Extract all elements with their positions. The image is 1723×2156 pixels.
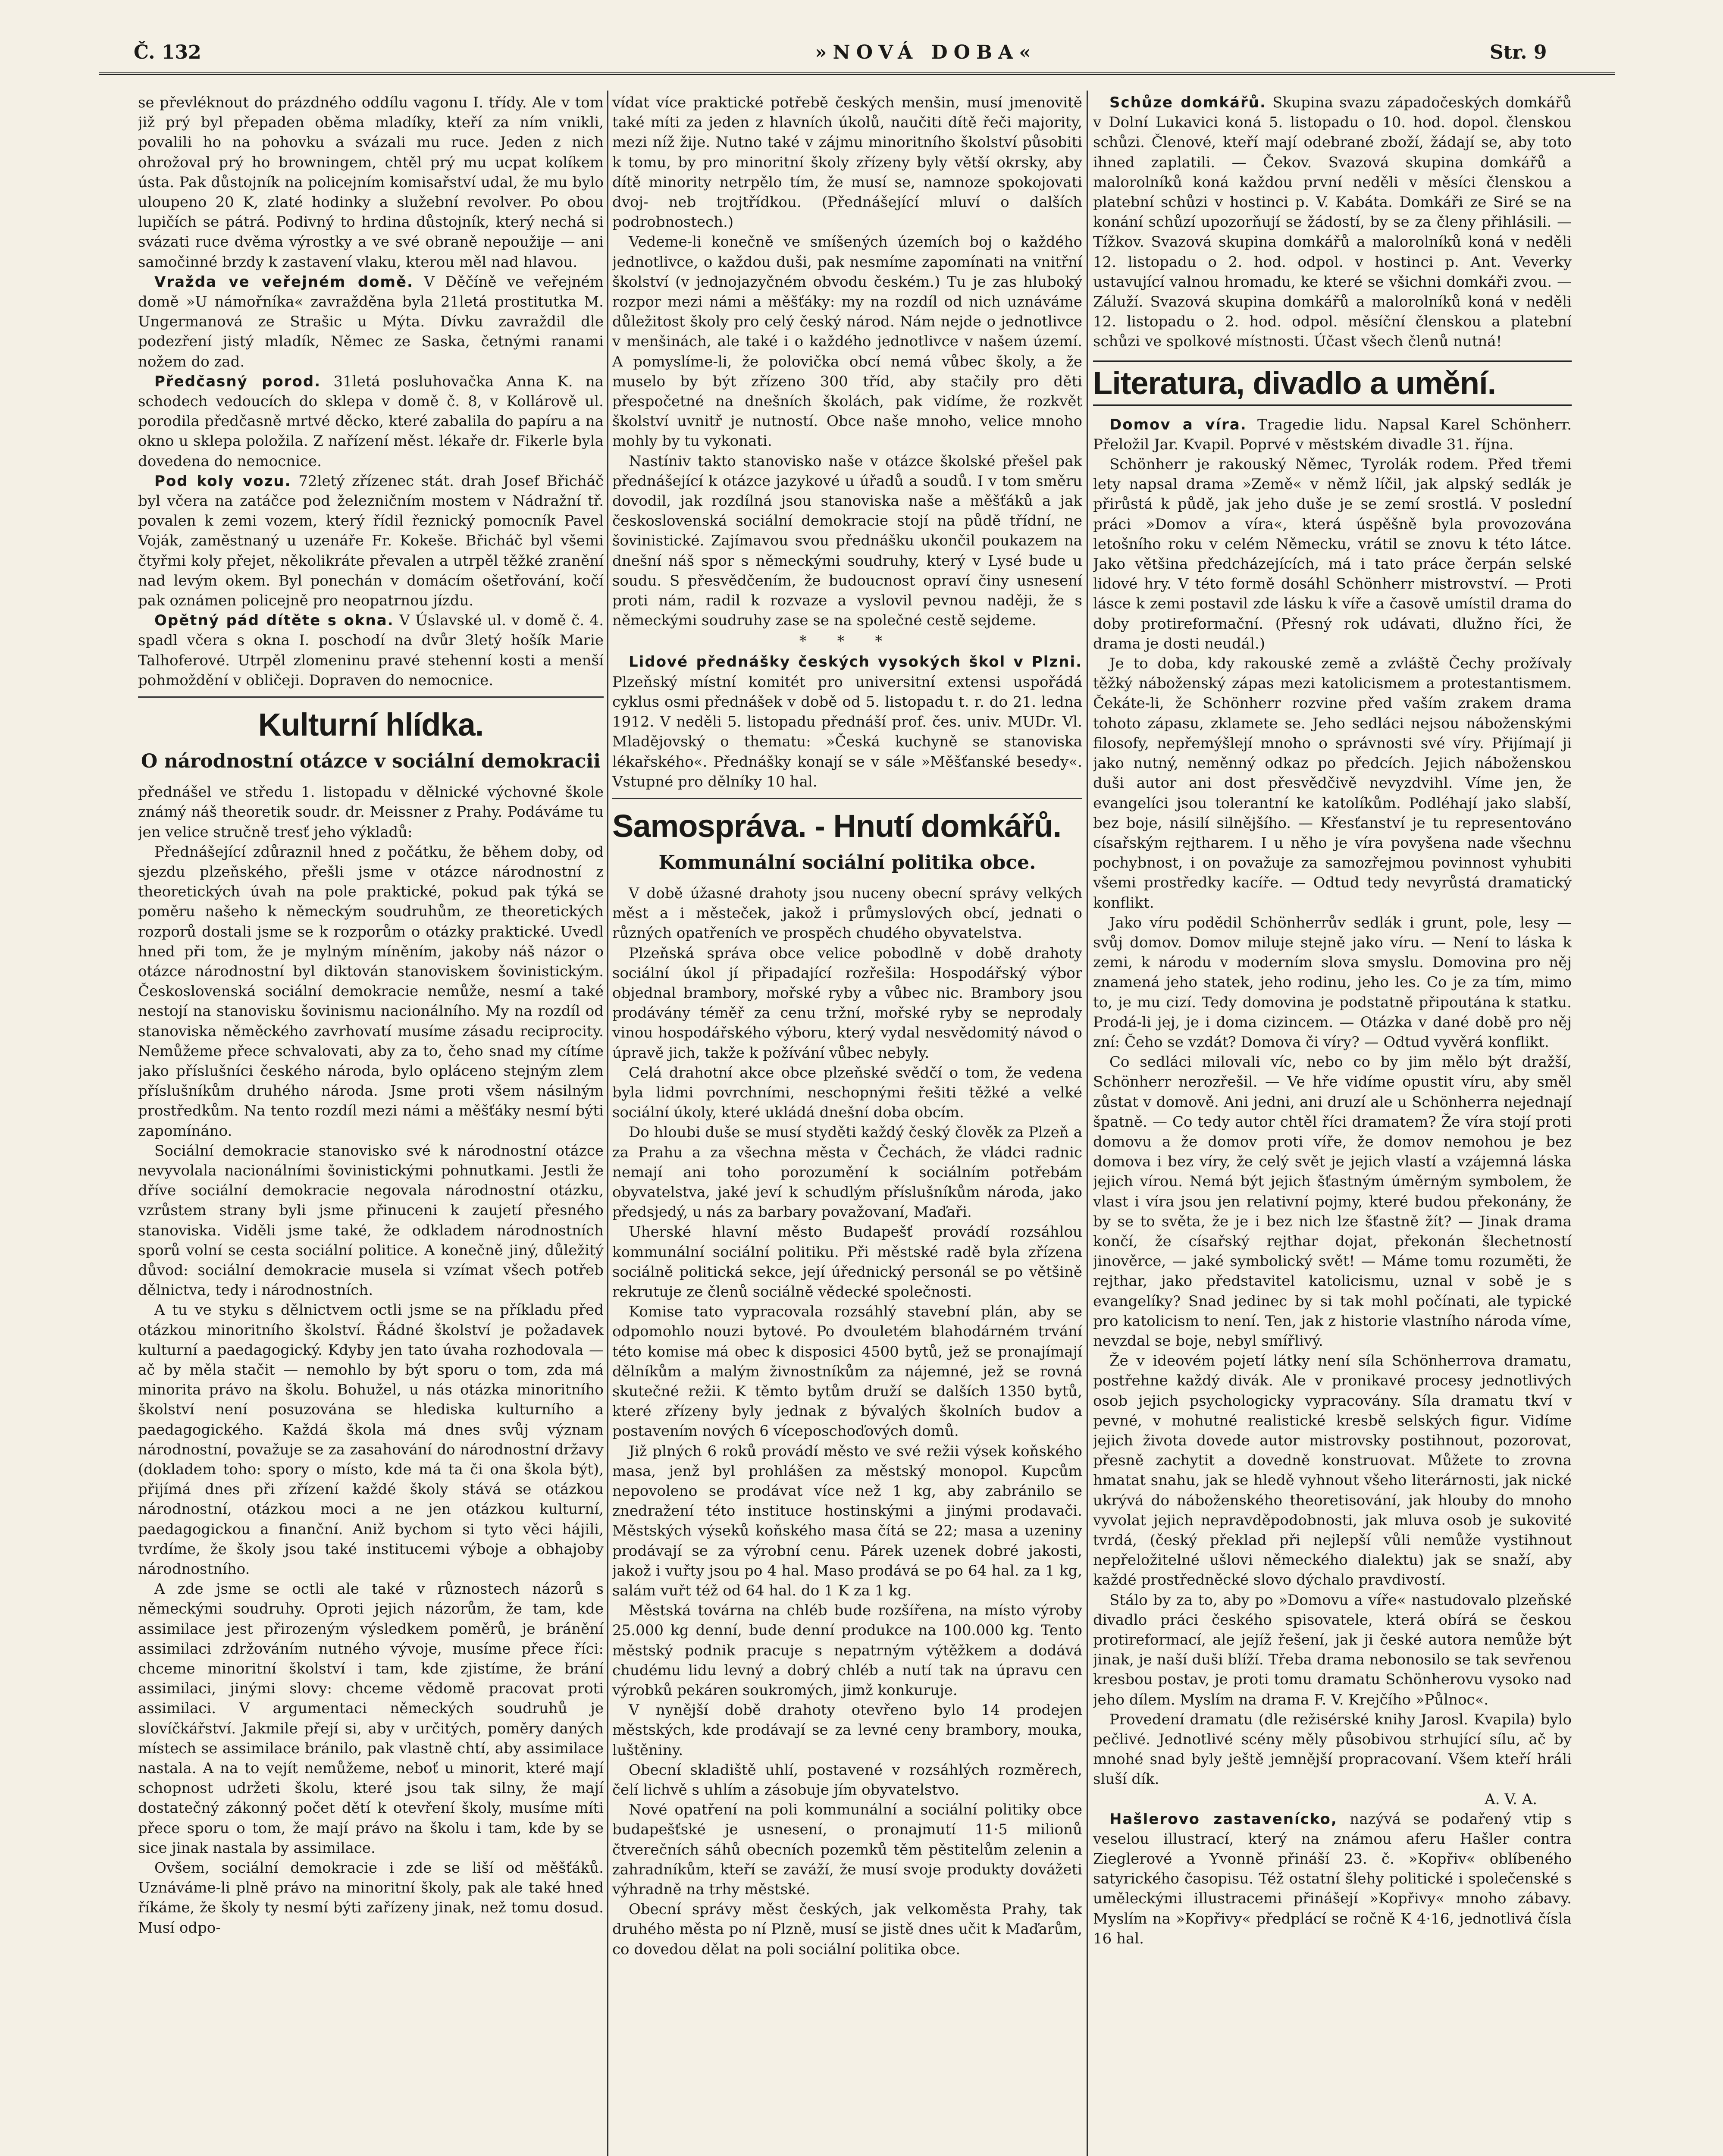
news-item [138,471,604,611]
article-paragraph: Je to doba, kdy rakouské země a zvláště Čechy prožívaly těžký náboženský zápas mezi katolicismem a protestantismem. Čekáte-li, že Schönherr rozvine před vaším zrakem drama tohoto zápasu, zklamete se. Jeho sedláci nejsou náboženskými filosofy, nepřemýšlejí mnoho o správnosti své víry. Přijímají ji jako nutný, neměnný odkaz po předcích. Jejich náboženskou duši autor ani dost přesvědčivě nevyzdvihl. Víme jen, že evangelíci jsou tolerantní ke katolíkům. Podléhají jako slabší, bez boje, násilí silnějšího. — Křesťanství je tu representováno císařským rejtharem. I u něho je víra povyšena nade všechnu pochybnost, i on považuje za samozřejmou povinnost vyhubiti všemi prostředky kacíře. — Odtud tedy nevyrůstá dramatický konflikt. [1093,655,1572,912]
article-paragraph: Provedení dramatu (dle režisérské knihy Jarosl. Kvapila) bylo pečlivé. Jednotlivé scény měly působivou strhující sílu, ač by mnohé snad byly ještě jemnější propracovaní. Všem kteří hráli sluší dík. [1093,1711,1572,1788]
column-2 [612,93,1082,2156]
article-paragraph: Do hloubi duše se musí styděti každý český člověk za Plzeň a za Prahu a za všechna města v Čechách, že vládci radnic nemají ani toho porozumění k sociálním potřebám obyvatelstva, jaké jeví k schudlým příslušníkům národa, jako předsjedý, u nás za barbary považovaní, Maďaři. [612,1124,1082,1221]
run-in-heading: Vražda ve veřejném domě. [154,273,414,291]
news-text: Tragedie lidu. Napsal Karel Schönherr. Přeložil Jar. Kvapil. Poprvé v městském divadle 31. října. [1093,416,1572,453]
section-rule [138,696,604,698]
article-paragraph: Plzeňská správa obce velice pobodlně v době drahoty sociální úkol jí připadající rozřešila: Hospodářský výbor objednal brambory, mořské ryby a vůbec nic. Brambory jsou prodávány téměř za cenu tržní, mořské ryby se neprodaly vinou hospodářského výboru, který vydal nesvědomitý návod o úpravě jich, takže k požívání vůbec nebyly. [612,944,1082,1062]
article-paragraph: Přednášející zdůraznil hned z počátku, že během doby, od sjezdu plzeňského, přešli jsme v otázce národnostní z theoretických úvah na pole praktické, pokud pak týká se poměru našeho k německým soudruhům, ze theoretických rozporů dostali jsme se k rozporům o otázky praktické. Uvedl hned při tom, že je mylným míněním, jakoby náš názor o otázce národnostní byl diktován stanoviskem šovinistickým. Československá sociální demokracie nemůže, nesmí a také nestojí na stanovisku šovinismu nacionálního. My na rozdíl od stanoviska něměckého zavrhovatí musíme zásadu reciprocity. Nemůžeme přece schvalovati, aby za to, čeho snad my cítíme jako příslušníci českého národa, bylo opláceno stejným zlem příslušníkům druhého národa. Jsme proti všem násilným prostředkům. Na tento rozdíl mezi námi a měšťáky nesmí býti zapomínáno. [138,843,604,1140]
news-text: 72letý zřízenec stát. drah Josef Břicháč byl včera na zatáčce pod železničním mostem v Nádražní tř. povalen k zemi vozem, který řídil řeznický pomocník Pavel Voják, zaměstnaný u uzenáře Fr. Kokeše. Břicháč byl všemi čtyřmi koly přejet, několikráte převalen a utrpěl těžké zranění nad levým okem. Byl ponechán v domácím ošetřování, kočí pak oznámen policejně pro neopatrnou jízdu. [138,472,604,610]
section-heading: Samospráva. - Hnutí domkářů. [612,808,1062,844]
article-paragraph: Ovšem, sociální demokracie i zde se liší od měšťáků. Uznáváme-li plně právo na minoritní školy, pak ale také hned říkáme, že školy ty nesmí býti zařízeny jinak, než tomu dosud. Musí odpo- [138,1859,604,1937]
article-paragraph: A tu ve styku s dělnictvem octli jsme se na příkladu před otázkou minoritního školství. Řádné školství je požadavek kulturní a paedagogický. Kdyby jen tato úvaha rozhodovala — ač by měla stačit — nemohlo by být sporu o tom, zda má minorita právo na školu. Bohužel, u nás otázka minoritního školství není posuzována se hlediska kulturního a paedagogického. Každá škola má dnes svůj význam národnostní, považuje se za zasahování do národnostní državy (dokladem toho: spory o místo, kde má ta či ona škola být), přijímá dnes při zřízení každé školy stává se otázkou národnostní, otázkou moci a ne jen otázkou kulturní, paedagogickou a finanční. Aniž bychom si tyto věci hájili, tvrdíme, že školy jsou také institucemi výboje a obhajoby národnostního. [138,1301,604,1578]
news-text: 31letá posluhovačka Anna K. na schodech vedoucích do sklepa v domě č. 8, v Kollárově ul. porodila předčasně mrtvé děcko, které zabalila do papíru a na okno u sklepa položila. Z nařízení měst. lékaře dr. Fikerle byla dovedena do nemocnice. [138,373,604,470]
column-divider [1087,91,1088,2156]
article-paragraph: Nastíniv takto stanovisko naše v otázce školské přešel pak přednášející k otázce jazykové u úřadů a soudů. I v tom směru dovodil, jak rozdílná jsou stanoviska naše a měšťáků a jak československá sociální demokracie stojí na půdě třídní, ne šovinistické. Zajímavou svou přednášku ukončil poukazem na dnešní náš spor s německými soudruhy, který v Lysé bude u soudu. S přesvědčením, že budoucnost opraví činy usnesení proti nám, radil k rozvaze a vyslovil pevnou naději, že s německými soudruhy zase se na společné cestě sejdeme. [612,452,1082,630]
run-in-heading: Schůze domkářů. [1109,94,1266,111]
article-paragraph: Obecní správy měst českých, jak velkoměsta Prahy, tak druhého města po ní Plzně, musí se jistě dnes učit k Maďarům, co dovedou dělat na poli sociální politika obce. [612,1901,1082,1958]
column-divider [607,91,608,2156]
article-paragraph: Komise tato vypracovala rozsáhlý stavební plán, aby se odpomohlo nouzi bytové. Po dvouletém blahodárném trvání této komise má obec k disposici 4500 bytů, jež se pronajímají dělníkům a malým živnostníkům za nájemné, jež se rovná skutečné režii. K těmto bytům druží se dalších 1350 bytů, které zřízeny byly jednak z bývalých školních budov a postavením nových 6 víceposchoďových domů. [612,1303,1082,1440]
section-rule [612,798,1082,799]
news-item [1093,415,1572,454]
run-in-heading: Předčasný porod. [154,373,321,390]
run-in-heading: Lidové přednášky českých vysokých škol v Plzni. [629,653,1082,671]
article-paragraph: V době úžasné drahoty jsou nuceny obecní správy velkých měst a i městeček, jakož i průmyslových obcí, jednati o různých opatřeních ve prospěch chudého obyvatelstva. [612,884,1082,942]
run-in-heading: Domov a víra. [1109,416,1247,433]
run-in-heading: Pod koly vozu. [154,472,291,490]
column-3 [1093,93,1572,2156]
section-heading: Literatura, divadlo a umění. [1093,365,1496,401]
article-paragraph: přednášel ve středu 1. listopadu v dělnické výchovné škole známý náš theoretik soudr. dr. Meissner z Prahy. Podáváme tu jen velice stručně tresť jeho výkladů: [138,783,604,841]
section-heading-box [1093,360,1572,406]
news-item [1093,93,1572,352]
article-paragraph: A zde jsme se octli ale také v různostech názorů s německými soudruhy. Oproti jejich názorům, že tam, kde assimilace jest přirozeným výsledkem poměrů, je bránění assimilaci zdržováním nutného vývoje, musíme přece říci: chceme minoritní školství i tam, kde zjistíme, že brání assimilaci, jinými slovy: chceme vědomě pracovat proti assimilaci. V argumentaci německých soudruhů je slovíčkářství. Jakmile přejí si, aby v určitých, poměry daných místech se assimilace bránilo, pak vlastně chtí, aby assimilace nastala. A na to vejít nemůžeme, neboť u minorit, které mají schopnost udržeti školu, které jsou tak silny, že mají dostatečný zákonný počet dětí k otevření školy, musíme míti přece sporu o tom, že mají právo na školu i tam, kde by se sice jinak nastala by assimilace. [138,1580,604,1857]
separator-stars: * * * [799,633,896,650]
page-header [26,41,1697,76]
section-heading: Kulturní hlídka. [258,707,484,743]
column-1 [138,93,604,2156]
news-text: Skupina svazu západočeských domkářů v Dolní Lukavici koná 5. listopadu o 10. hod. dopol. členskou schůzi. Členové, kteří mají odebrané zboží, žádají se, aby toto ihned zaplatili. — Čekov. Svazová skupina domkářů a malorolníků koná každou první neděli v měsíci členskou a platební schůzi v hostinci p. V. Kabáta. Domkáři ze Siré se na konání schůzí upozorňují se žádostí, by se za členy přihlásili. — Tížkov. Svazová skupina domkářů a malorolníků koná v neděli 12. listopadu o 2. hod. odpol. v hostinci p. Ant. Veverky ustavující valnou hromadu, ke které se všichni domkáři zvou. — Záluží. Svazová skupina domkářů a malorolníků koná v neděli 12. listopadu o 2. hod. odpol. měsíční členskou a platební schůzi ve spolkové místnosti. Účast všech členů nutná! [1093,94,1572,351]
article-paragraph: Městská továrna na chléb bude rozšířena, na místo výroby 25.000 kg denní, bude denní produkce na 100.000 kg. Tento městský podnik pracuje s nepatrným výtěžkem a dodává chudému lidu levný a dobrý chléb a nutí tak na úpravu cen výrobků pekáren soukromých, jimž konkuruje. [612,1602,1082,1699]
article-paragraph: Že v ideovém pojetí látky není síla Schönherrova dramatu, postřehne každý divák. Ale v pronikavé procesy jednotlivých osob jejich psychologicky vypracovány. Síla dramatu tkví v pevné, v mohutné realistické kresbě selských figur. Vidíme jejich života dovede autor mistrovsky postihnout, pozorovat, přesně zachytit a dovedně konstruovat. Můžete to zrovna hmatat snahu, jak se hledě vyhnout všeho literárnosti, jak nické ukrývá do náboženského theoretisování, jak hlouby do mnoho vyvolat jejich nepravděpodobnosti, jak mluva osob je sukovité tvrdá, (český překlad při nejlepší vůli nemůže vystihnout nepřeložitelné ušlovi německého dialektu) jak se snaží, aby každé prostředněcké slovo dýchalo pravdivostí. [1093,1352,1572,1589]
header-rule [99,72,1615,75]
news-item [612,652,1082,791]
author-signature: A. V. A. [1485,1790,1537,1808]
article-paragraph: Co sedláci milovali víc, nebo co by jim mělo být dražší, Schönherr nerozřešil. — Ve hře vidíme opustit víru, aby směl zůstat v domově. Ani jedni, ani druzí ale u Schönherra nejednají špatně. — Co tedy autor chtěl říci dramatem? Že víra stojí proti domovu a že domov proti víře, že domov nemohou je bez domova i bez víry, že celý svět je jejich vlastí a vzájemná láska jejich vírou. Nemá být jejich šťastným úměrným symbolem, že vlast i víra jsou jen relativní pojmy, které budou překonány, že by se to světa, že je i bez nich lze šťastně žít? — Jinak drama končí, že císařský rejthar dojat, překonán šlechetností jinověrce, — jaké symbolický svět! — Máme tomu rozuměti, že rejthar, jako představitel katolicismu, uznal v sobě je s evangelíky? Snad jedinec by si tak mohl počínati, ale typické pro katolicism to není. Ten, jak z historie vlastního národa víme, nevzdal se boje, nebyl smířlivý. [1093,1053,1572,1350]
article-title: O národnostní otázce v sociální demokracii [141,750,601,773]
masthead-title: »NOVÁ DOBA« [815,41,1037,63]
article-paragraph: V nynější době drahoty otevřeno bylo 14 prodejen městských, kde prodávají se za levné ceny brambory, mouka, luštěniny. [612,1702,1082,1759]
article-paragraph: Vedeme-li konečně ve smíšených územích boj o každého jednotlivce, o každou duši, pak nesmíme zapomínati na vnitřní školství (v jednojazyčném obvodu českém.) Tu je zas hluboký rozpor mezi námi a měšťáky: my na rozdíl od nich uznáváme důležitost školy pro celý český národ. Nám nejde o jednotlivce v menšinách, ale také i o každého jednotlivce v našem území. A pomyslíme-li, že polovička obcí nemá vůbec školy, a že muselo by být zřízeno 300 tříd, aby stačily pro děti přespočetné na dnešních školách, pak vidíme, že rozkvět školství uvnitř je nutností. Obce naše mnoho, velice mnoho mohly by tu vykonati. [612,233,1082,450]
page-number: Str. 9 [1490,41,1547,63]
article-paragraph: Nové opatření na poli kommunální a sociální politiky obce budapešťské je usnesení, o pronajmutí 11·5 milionů čtverečních sáhů obecních pozemků těm pěstitelům zelenin a zahradníkům, kteří se zaváží, že musí svoje produkty dovážeti výhradně na trhy městské. [612,1801,1082,1899]
run-in-heading: Opětný pád dítěte s okna. [154,612,394,630]
news-text: nazývá se podařený vtip s veselou illustrací, který na známou aferu Hašler contra Zieglerové a Yvonně přináší 23. č. »Kopřiv« oblíbeného satyrického časopisu. Též ostatní šlehy politické i společenské s uměleckými illustracemi přinášejí »Kopřivy« mnoho zábavy. Myslím na »Kopřivy« předplácí se ročně K 4·16, jednotlivá čísla 16 hal. [1093,1810,1572,1947]
news-text: Plzeňský místní komitét pro universitní extensi uspořádá cyklus osmi přednášek v době od 5. listopadu t. r. do 21. ledna 1912. V neděli 5. listopadu přednáší prof. čes. univ. MUDr. Vl. Mladějovský o thematu: »Česká kuchyně se stanoviska lékařského«. Přednášky konají se v sále »Měšťanské besedy«. Vstupné pro dělníky 10 hal. [612,673,1082,790]
article-paragraph: Schönherr je rakouský Němec, Tyrolák rodem. Před třemi lety napsal drama »Země« v němž líčil, jak alpský sedlák je přirůstá k půdě, jak jeho duše je se zemí srostlá. V poslední práci »Domov a víra«, která úspěšně byla provozována letošního roku v celém Německu, vrátil se znovu k této látce. Jako většina předcházejících, má i tato práce čerpán selské lidové hry. V této formě dosáhl Schönherr mistrovství. — Proti lásce k zemi postavil zde lásku k víře a časově umístil drama do doby protireformační. (Přesný rok udávati, dlužno říci, že drama je dosti neudál.) [1093,456,1572,652]
news-item [138,272,604,372]
article-paragraph: Obecní skladiště uhlí, postavené v rozsáhlých rozměrech, čelí lichvě s uhlím a zásobuje jím obyvatelstvo. [612,1761,1082,1799]
article-paragraph: Jako víru podědil Schönherrův sedlák i grunt, pole, lesy — svůj domov. Domov miluje stejně jako víru. — Není to láska k zemi, k národu v moderním slova smyslu. Domovina pro něj znamená jeho statek, jeho rodinu, jeho les. Co je za tím, mimo to, je mu cizí. Tedy domovina je podstatně připoutána k statku. Prodá-li jej, je i doma cizincem. — Otázka v dané době pro něj zní: Čeho se vzdát? Domova či víry? — Odtud vyvěrá konflikt. [1093,914,1572,1051]
article-title: Kommunální sociální politika obce. [658,851,1036,874]
issue-number: Č. 132 [134,41,201,63]
article-paragraph: Uherské hlavní město Budapešť provádí rozsáhlou kommunální sociální politiku. Při městské radě byla zřízena sociálně politická sekce, její úřednický personál se po většině rekrutuje ze členů sociálně vědecké společnosti. [612,1223,1082,1300]
article-paragraph: Sociální demokracie stanovisko své k národnostní otázce nevyvolala nacionálními šovinistickými pohnutkami. Jestli že dříve sociální demokracie negovala národnostní otázku, vzrůstem strany byli jsme přinuceni k zaujetí přesného stanoviska. Viděli jsme také, že odkladem národnostních sporů volní se cesta sociální politice. A konečně jiný, důležitý důvod: sociální demokracie musela si vzímat všech potřeb dělnictva, tedy i národnostních. [138,1142,604,1299]
news-item [138,611,604,690]
article-paragraph: se převléknout do prázdného oddílu vagonu I. třídy. Ale v tom již prý byl přepaden oběma mladíky, kteří za ním vnikli, povalili ho na pohovku a svázali mu ruce. Jeden z nich ohrožoval prý ho browningem, chtěl prý mu ucpat kolíkem ústa. Pak důstojník na policejním komisařství udal, že mu bylo uloupeno 20 K, zlaté hodinky a služební revolver. Po obou lupičích se pátrá. Podivný to hrdina důstojník, který nechá si svázati ruce dvěma výrostky a ve své obraně nepoužije — ani samočinné brzdy k zastavení vlaku, kterou měl nad hlavou. [138,94,604,271]
article-paragraph: Celá drahotní akce obce plzeňské svědčí o tom, že vedena byla lidmi povrchními, neschopnými řešiti těžké a velké sociální úkoly, které ukládá dnešní doba obcím. [612,1064,1082,1122]
article-paragraph: vídat více praktické potřebě českých menšin, musí jmenovitě také míti za jeden z hlavních úkolů, naučiti dítě řeči majority, mezi níž žije. Nutno také v zájmu minoritního školství působiti k tomu, by pro minoritní školy zřízeny byly větší okrsky, aby dítě minority netrpělo tím, že musí se, namnoze spokojovati dvoj- neb trojtřídkou. (Přednášející mluví o dalších podrobnostech.) [612,94,1082,231]
news-text: V Děčíně ve veřejném domě »U námořníka« zavražděna byla 21letá prostitutka M. Ungermanová ze Strašic u Mýta. Dívku zavraždil dle podezření jistý mladík, Němec ze Saska, četnými ranami nožem do zad. [138,273,604,370]
article-paragraph: Již plných 6 roků provádí město ve své režii výsek koňského masa, jenž byl prohlášen za městský monopol. Kupcům nepovoleno se prodávat více než 1 kg, aby zabránilo se znedražení této instituce hostinskými a jinými prodavači. Městských výseků koňského masa čítá se 22; masa a uzeniny prodávají se za výrobní cenu. Párek uzenek dobré jakosti, jakož i vuřty jsou po 4 hal. Maso prodává se po 64 hal. za 1 kg, salám vuřt též od 64 hal. do 1 K za 1 kg. [612,1442,1082,1600]
article-paragraph: Stálo by za to, aby po »Domovu a víře« nastudovalo plzeňské divadlo práci českého spisovatele, která obírá se českou protireformací, ale jejíž řešení, jak ji české autora nemůže být jinak, je naší duši blíží. Třeba drama nebonosilo se tak sevřenou kresbou postav, je proti tomu dramatu Schönherovu vysoko nad jeho dílem. Myslím na drama F. V. Krejčího »Půlnoc«. [1093,1591,1572,1708]
run-in-heading: Hašlerovo zastavenícko, [1109,1810,1338,1828]
news-item [1093,1809,1572,1949]
news-text: V Úslavské ul. v domě č. 4. spadl včera s okna I. poschodí na dvůr 3letý hošík Marie Talhoferové. Utrpěl zlomeninu pravé stehenní kosti a menší pohmoždění v obličeji. Dopraven do nemocnice. [138,612,604,689]
news-item [138,372,604,471]
